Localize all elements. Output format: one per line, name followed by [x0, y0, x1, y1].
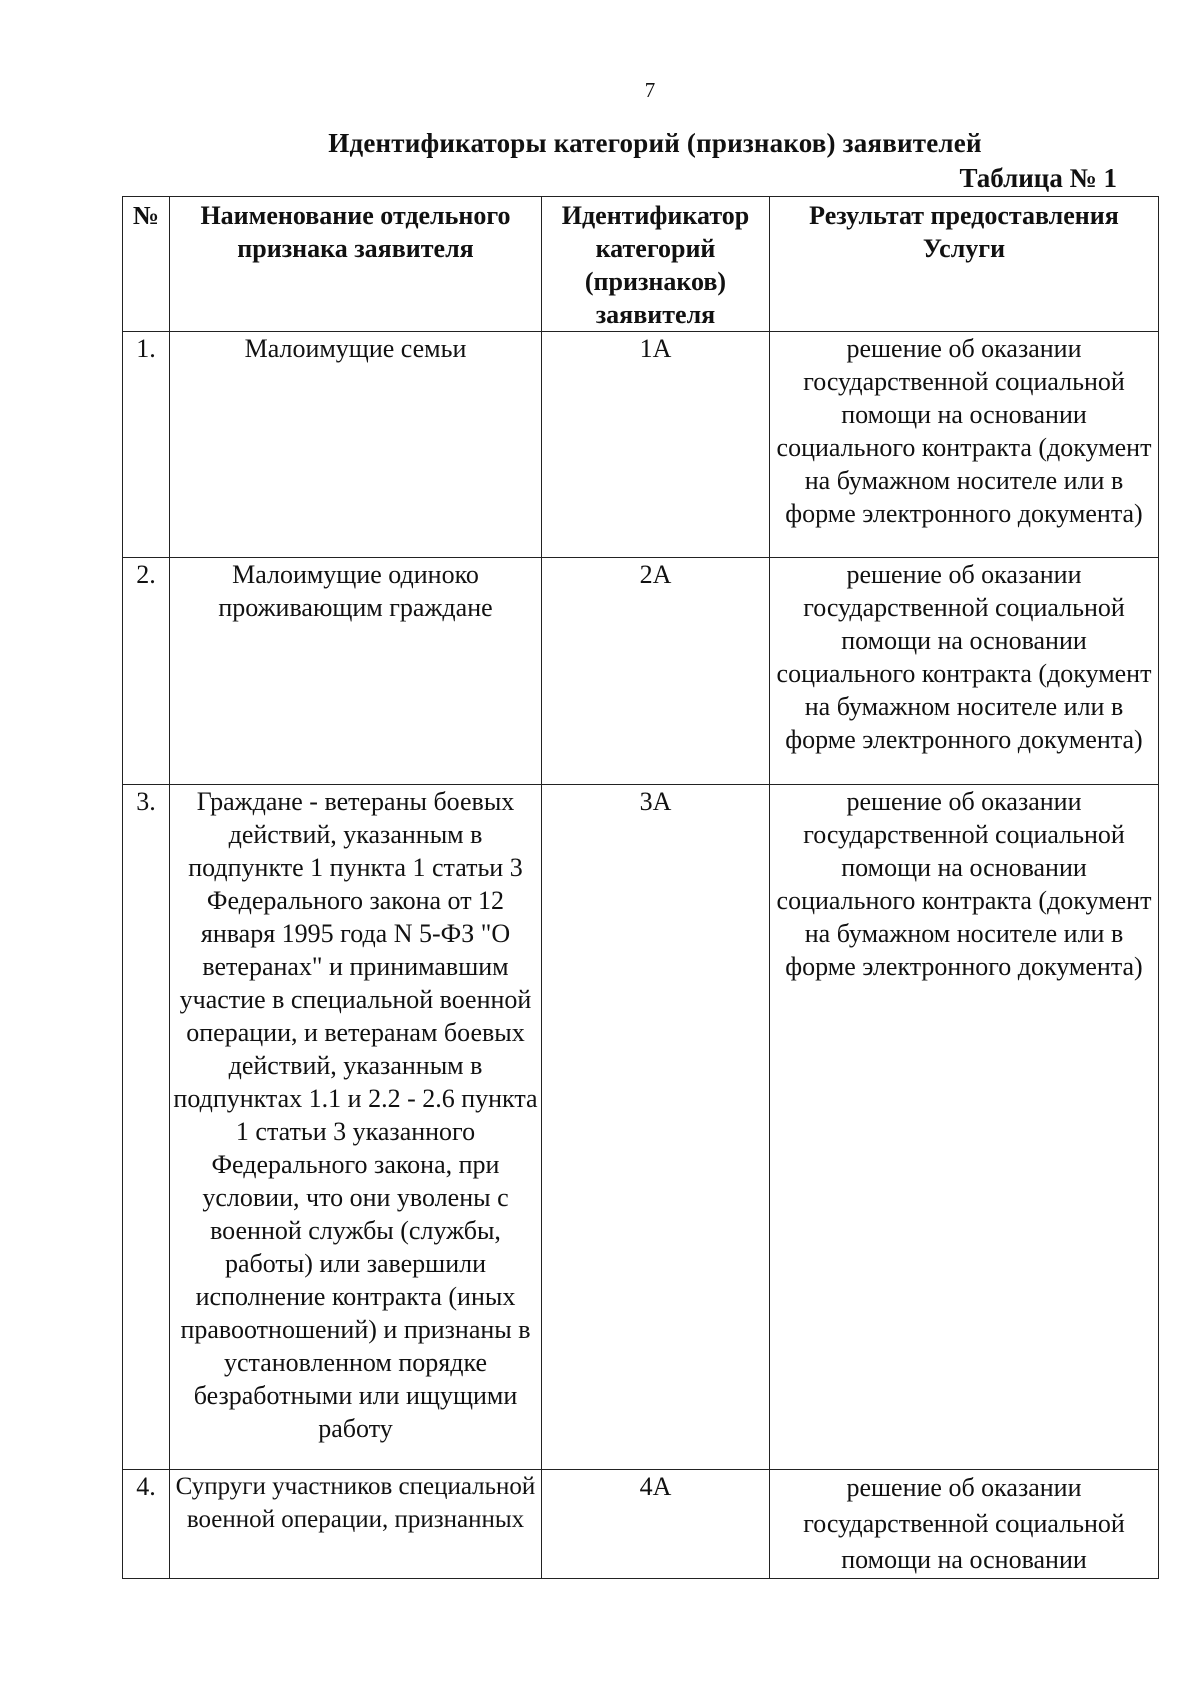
row-result: решение об оказании государственной социальной помощи на основании	[770, 1470, 1159, 1579]
row-name: Малоимущие одиноко проживающим граждане	[170, 558, 542, 785]
table-row	[123, 785, 1159, 1470]
row-name: Малоимущие семьи	[170, 332, 542, 558]
row-identifier: 4А	[542, 1470, 770, 1579]
categories-table	[122, 196, 1159, 1579]
row-name: Граждане - ветераны боевых действий, указанным в подпункте 1 пункта 1 статьи 3 Федерального закона от 12 января 1995 года N 5-ФЗ "О ветеранах" и принимавшим участие в специальной военной операции, и ветеранам боевых действий, указанным в подпунктах 1.1 и 2.2 - 2.6 пункта 1 статьи 3 указанного Федерального закона, при условии, что они уволены с военной службы (службы, работы) или завершили исполнение контракта (иных правоотношений) и признаны в установленном порядке безработными или ищущими работу	[170, 785, 542, 1470]
table-row	[123, 558, 1159, 785]
page-number: 7	[644, 78, 656, 102]
header-name: Наименование отдельного признака заявителя	[170, 197, 542, 332]
row-number: 2.	[123, 558, 170, 785]
header-identifier: Идентификатор категорий (признаков) заявителя	[542, 197, 770, 332]
row-name: Супруги участников специальной военной операции, признанных	[170, 1470, 542, 1579]
header-number: №	[123, 197, 170, 332]
row-result: решение об оказании государственной социальной помощи на основании социального контракта (документ на бумажном носителе или в форме электронного документа)	[770, 332, 1159, 558]
row-identifier: 3А	[542, 785, 770, 1470]
document-title: Идентификаторы категорий (признаков) заявителей	[328, 128, 982, 158]
row-result: решение об оказании государственной социальной помощи на основании социального контракта (документ на бумажном носителе или в форме электронного документа)	[770, 558, 1159, 785]
row-number: 3.	[123, 785, 170, 1470]
table-row	[123, 1470, 1159, 1579]
table-row	[123, 332, 1159, 558]
table-caption: Таблица № 1	[959, 163, 1117, 193]
row-identifier: 2А	[542, 558, 770, 785]
row-number: 1.	[123, 332, 170, 558]
row-result: решение об оказании государственной социальной помощи на основании социального контракта (документ на бумажном носителе или в форме электронного документа)	[770, 785, 1159, 1470]
row-identifier: 1А	[542, 332, 770, 558]
table-header-row	[123, 197, 1159, 332]
header-result: Результат предоставления Услуги	[770, 197, 1159, 332]
row-number: 4.	[123, 1470, 170, 1579]
